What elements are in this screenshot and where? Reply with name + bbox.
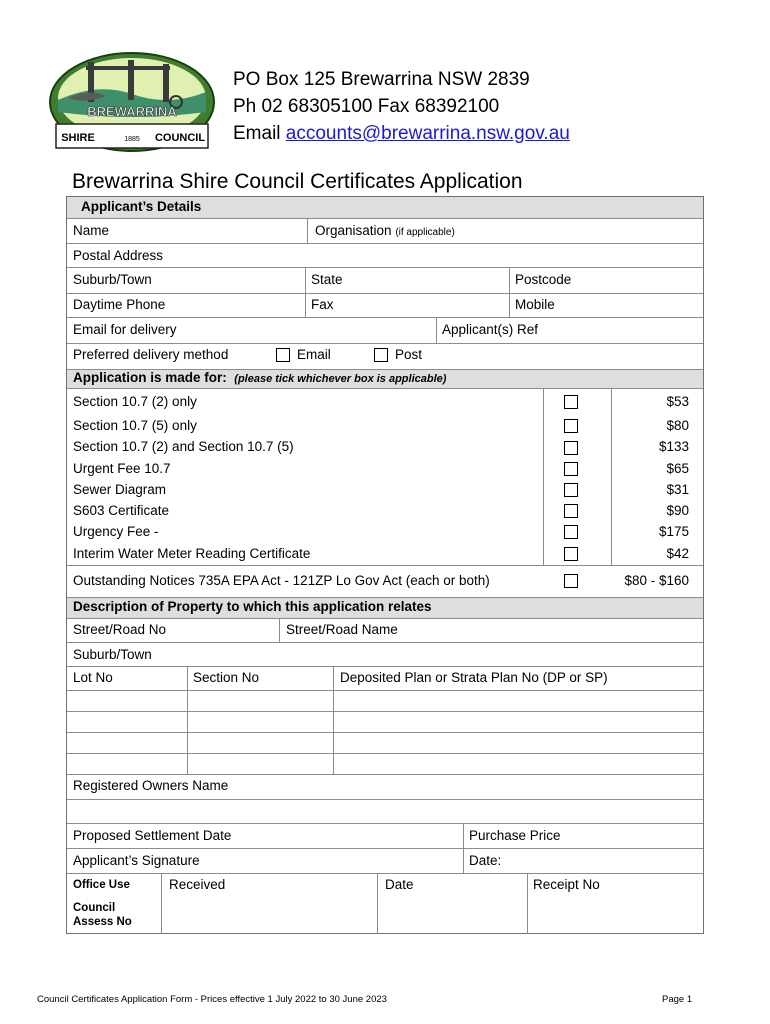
item-label: Sewer Diagram (73, 482, 167, 497)
email-delivery-checkbox[interactable] (276, 348, 290, 362)
state-label: State (311, 272, 343, 287)
item-label: Outstanding Notices 735A EPA Act - 121ZP Lo Gov Act (each or both) (73, 573, 490, 588)
council-label: Council (73, 902, 116, 914)
item-checkbox[interactable] (564, 547, 578, 561)
street-no-label: Street/Road No (73, 622, 167, 637)
postal-address: PO Box 125 Brewarrina NSW 2839 (233, 69, 530, 90)
item-price: $65 (666, 461, 689, 476)
signature-label: Applicant’s Signature (73, 853, 200, 868)
received-label: Received (169, 877, 226, 892)
contact-block (233, 66, 570, 147)
item-checkbox[interactable] (564, 441, 578, 455)
office-date-label: Date (385, 877, 414, 892)
owners-name-label: Registered Owners Name (73, 778, 229, 793)
post-delivery-checkbox[interactable] (374, 348, 388, 362)
delivery-method-label: Preferred delivery method (73, 347, 229, 362)
item-checkbox[interactable] (564, 483, 578, 497)
office-use-label: Office Use (73, 879, 130, 891)
item-label: S603 Certificate (73, 503, 170, 518)
item-price: $90 (666, 503, 689, 518)
postal-address-label: Postal Address (73, 248, 164, 263)
item-label: Section 10.7 (2) only (73, 394, 197, 409)
daytime-phone-label: Daytime Phone (73, 297, 166, 312)
logo-text-shire: SHIRE (61, 132, 95, 144)
applicant-ref-label: Applicant(s) Ref (442, 322, 539, 337)
applicant-heading: Applicant’s Details (81, 199, 202, 214)
suburb-label: Suburb/Town (73, 272, 152, 287)
application-note: (please tick whichever box is applicable) (234, 373, 447, 385)
logo-text-council: COUNCIL (154, 132, 206, 144)
post-option-label: Post (395, 347, 423, 362)
item-checkbox[interactable] (564, 574, 578, 588)
lot-no-label: Lot No (73, 670, 113, 685)
organisation-note: (if applicable) (395, 227, 455, 238)
form-title: Brewarrina Shire Council Certificates Application (72, 170, 523, 193)
street-name-label: Street/Road Name (286, 622, 398, 637)
item-checkbox[interactable] (564, 504, 578, 518)
signature-date-label: Date: (469, 853, 502, 868)
fax-label: Fax (311, 297, 334, 312)
application-form (66, 196, 704, 934)
organisation-text: Organisation (315, 223, 392, 238)
item-checkbox[interactable] (564, 395, 578, 409)
application-heading (73, 370, 446, 385)
property-suburb-label: Suburb/Town (73, 647, 152, 662)
item-price: $80 (666, 418, 689, 433)
mobile-label: Mobile (515, 297, 555, 312)
email-line (233, 120, 570, 147)
page-number: Page 1 (662, 994, 693, 1005)
purchase-price-label: Purchase Price (469, 828, 561, 843)
logo-text-year: 1885 (124, 136, 140, 143)
item-price: $175 (658, 524, 689, 539)
item-price: $42 (666, 546, 689, 561)
name-label: Name (73, 223, 110, 238)
item-price: $31 (666, 482, 689, 497)
settlement-date-label: Proposed Settlement Date (73, 828, 232, 843)
assess-no-label: Assess No (73, 916, 132, 928)
email-link[interactable]: accounts@brewarrina.nsw.gov.au (285, 123, 570, 144)
email-label: Email (233, 123, 286, 144)
phone-fax: Ph 02 68305100 Fax 68392100 (233, 96, 500, 117)
item-price: $53 (666, 394, 689, 409)
council-logo (48, 52, 216, 154)
item-checkbox[interactable] (564, 525, 578, 539)
deposited-plan-label: Deposited Plan or Strata Plan No (DP or SP) (340, 670, 608, 685)
email-option-label: Email (297, 347, 331, 362)
section-no-label: Section No (193, 670, 260, 685)
item-label: Urgent Fee 10.7 (73, 461, 171, 476)
organisation-label (315, 223, 455, 238)
item-label: Section 10.7 (5) only (73, 418, 197, 433)
application-heading-text: Application is made for: (73, 370, 227, 385)
item-label: Interim Water Meter Reading Certificate (73, 546, 311, 561)
item-price: $133 (658, 439, 689, 454)
postcode-label: Postcode (515, 272, 572, 287)
property-heading: Description of Property to which this application relates (73, 599, 432, 614)
item-checkbox[interactable] (564, 419, 578, 433)
email-delivery-label: Email for delivery (73, 322, 177, 337)
logo-text-top: BREWARRINA (87, 104, 177, 119)
receipt-no-label: Receipt No (533, 877, 600, 892)
item-label: Urgency Fee - (73, 524, 159, 539)
footer-text: Council Certificates Application Form - Prices effective 1 July 2022 to 30 June 2023 (37, 994, 387, 1005)
item-price: $80 - $160 (624, 573, 689, 588)
item-checkbox[interactable] (564, 462, 578, 476)
item-label: Section 10.7 (2) and Section 10.7 (5) (73, 439, 294, 454)
